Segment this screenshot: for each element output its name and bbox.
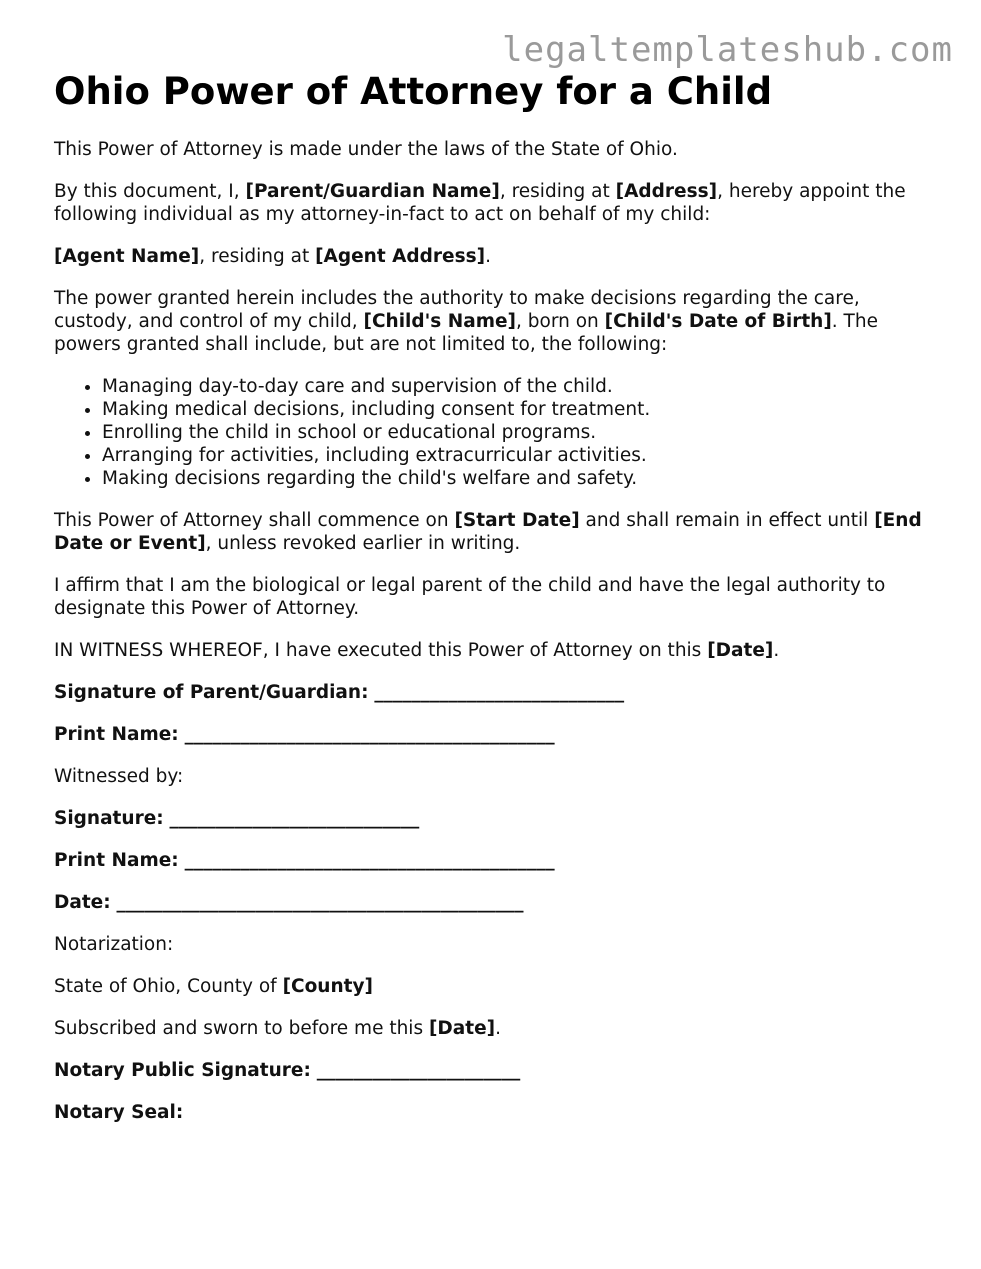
intro-paragraph: This Power of Attorney is made under the laws of the State of Ohio. [54,139,678,160]
notary-signature-label: Notary Public Signature: [54,1060,311,1081]
witness-print-name-field[interactable] [54,849,934,872]
address-placeholder: [Address] [615,181,718,202]
notary-signature-field[interactable] [54,1059,934,1082]
child-dob-placeholder: [Child's Date of Birth] [604,311,832,332]
witness-date-label: Date: [54,892,111,913]
appointment-paragraph: By this document, I, [Parent/Guardian Name], residing at [Address], hereby appoint the following individual as my attorney-in-fact to act on behalf of my child: [54,181,906,225]
list-item: • Making medical decisions, including consent for treatment. [102,398,934,421]
notary-seal-label: Notary Seal: [54,1102,184,1123]
notary-signature-line[interactable]: ______________________ [316,1060,521,1081]
document-title: Ohio Power of Attorney for a Child [54,70,773,113]
witness-date-field[interactable] [54,891,934,914]
parent-print-name-line[interactable]: ________________________________________ [184,724,555,745]
agent-name-placeholder: [Agent Name] [54,246,200,267]
witness-signature-label: Signature: [54,808,164,829]
witness-date-line[interactable]: ____________________________________________ [116,892,524,913]
witness-print-name-label: Print Name: [54,850,179,871]
list-item: • Enrolling the child in school or educational programs. [102,421,934,444]
start-date-placeholder: [Start Date] [454,510,580,531]
powers-list [54,375,934,490]
term-paragraph: This Power of Attorney shall commence on [Start Date] and shall remain in effect until [End Date or Event], unless revoked earlier in writing. [54,510,922,554]
list-item: • Managing day-to-day care and supervision of the child. [102,375,934,398]
witnessed-by-label: Witnessed by: [54,766,184,787]
sworn-paragraph: Subscribed and sworn to before me this [Date]. [54,1018,502,1039]
parent-signature-field[interactable] [54,681,934,704]
list-item: • Making decisions regarding the child's welfare and safety. [102,467,934,490]
notary-seal-field [54,1101,934,1124]
document-page [54,68,934,1143]
parent-print-name-field[interactable] [54,723,934,746]
affirmation-paragraph: I affirm that I am the biological or legal parent of the child and have the legal authority to designate this Power of Attorney. [54,575,886,619]
witness-whereof-paragraph: IN WITNESS WHEREOF, I have executed this Power of Attorney on this [Date]. [54,640,780,661]
parent-signature-line[interactable]: ___________________________ [374,682,625,703]
sworn-date-placeholder: [Date] [428,1018,496,1039]
parent-name-placeholder: [Parent/Guardian Name] [245,181,500,202]
witness-signature-field[interactable] [54,807,934,830]
witness-print-name-line[interactable]: ________________________________________ [184,850,555,871]
parent-signature-label: Signature of Parent/Guardian: [54,682,369,703]
watermark: legaltemplateshub.com [502,30,953,70]
execution-date-placeholder: [Date] [707,640,774,661]
agent-address-placeholder: [Agent Address] [315,246,486,267]
powers-paragraph: The power granted herein includes the authority to make decisions regarding the care, custody, and control of my child, [Child's Name], born on [Child's Date of Birth]. The powers granted shall include, but are not limited to, the following: [54,288,878,355]
end-date-placeholder: [End Date or Event] [54,510,922,554]
list-item: • Arranging for activities, including extracurricular activities. [102,444,934,467]
county-paragraph: State of Ohio, County of [County] [54,976,374,997]
county-placeholder: [County] [282,976,374,997]
witness-signature-line[interactable]: ___________________________ [169,808,420,829]
agent-paragraph: [Agent Name], residing at [Agent Address]. [54,246,491,267]
parent-print-name-label: Print Name: [54,724,179,745]
child-name-placeholder: [Child's Name] [363,311,516,332]
notarization-label: Notarization: [54,934,174,955]
